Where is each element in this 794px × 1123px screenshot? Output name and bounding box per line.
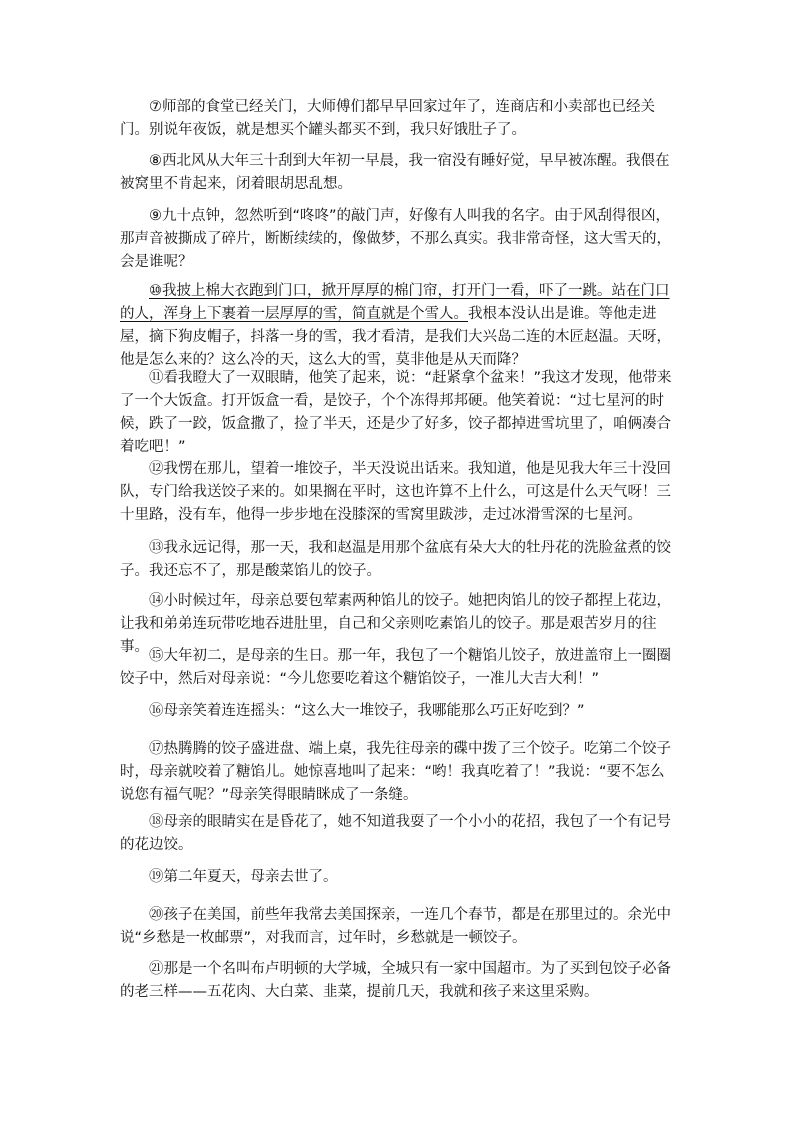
paragraph-8: ⑧西北风从大年三十刮到大年初一早晨，我一宿没有睡好觉，早早被冻醒。我偎在被窝里不肯起来，闭着眼胡思乱想。 — [120, 153, 670, 192]
paragraph-19: ⑲第二年夏天，母亲去世了。 — [149, 869, 338, 885]
paragraph-21: ㉑那是一个名叫布卢明顿的大学城，全城只有一家中国超市。为了买到包饺子必备的老三样——五花肉、大白菜、韭菜，提前几天，我就和孩子来这里采购。 — [120, 961, 671, 1000]
paragraph-7: ⑦师部的食堂已经关门，大师傅们都早早回家过年了，连商店和小卖部也已经关门。别说年夜饭，就是想买个罐头都买不到，我只好饿肚子了。 — [120, 99, 655, 138]
paragraph-15: ⑮大年初二，是母亲的生日。那一年，我包了一个糖馅儿饺子，放进盖帘上一圈圈饺子中，然后对母亲说：“今儿您要吃着这个糖馅饺子，一准儿大吉大利！” — [120, 648, 671, 687]
paragraph-10-rest: 我根本没认出是谁。等他走进屋，摘下狗皮帽子，抖落一身的雪，我才看清，是我们大兴岛二连的木匠赵温。天呀，他是怎么来的？这么冷的天，这么大的雪，莫非他是从天而降？ — [120, 306, 671, 368]
paragraph-12: ⑫我愣在那儿，望着一堆饺子，半天没说出话来。我知道，他是见我大年三十没回队，专门给我送饺子来的。如果搁在平时，这也许算不上什么，可这是什么天气呀！三十里路，没有车，他得一步步地在没膝深的雪窝里跋涉，走过冰滑雪深的七星河。 — [120, 461, 671, 523]
paragraph-14: ⑭小时候过年，母亲总要包荤素两种馅儿的饺子。她把肉馅儿的饺子都捏上花边，让我和弟弟连玩带吃地吞进肚里，自己和父亲则吃素馅儿的饺子。那是艰苦岁月的往事。 — [120, 593, 671, 655]
paragraph-18: ⑱母亲的眼睛实在是昏花了，她不知道我耍了一个小小的花招，我包了一个有记号的花边饺。 — [120, 814, 671, 853]
paragraph-9: ⑨九十点钟，忽然听到“咚咚”的敲门声，好像有人叫我的名字。由于风刮得很凶，那声音被撕成了碎片，断断续续的，像做梦，不那么真实。我非常奇怪，这大雪天的，会是谁呢？ — [120, 208, 671, 270]
paragraph-16: ⑯母亲笑着连连摇头：“这么大一堆饺子，我哪能那么巧正好吃到？” — [149, 703, 585, 719]
paragraph-17: ⑰热腾腾的饺子盛进盘、端上桌，我先往母亲的碟中拨了三个饺子。吃第二个饺子时，母亲就咬着了糖馅儿。她惊喜地叫了起来：“哟！我真吃着了！”我说：“要不怎么说您有福气呢？”母亲笑得眼睛眯成了一条缝。 — [120, 741, 671, 803]
paragraph-11: ⑪看我瞪大了一双眼睛，他笑了起来，说：“赶紧拿个盆来！”我这才发现，他带来了一个大饭盒。打开饭盒一看，是饺子，个个冻得邦邦硬。他笑着说：“过七星河的时候，跌了一跤，饭盒撒了，捡了半天，还是少了好多，饺子都掉进雪坑里了，咱俩凑合着吃吧！” — [120, 370, 672, 455]
underlined-passage: ⑩我披上棉大衣跑到门口，掀开厚厚的棉门帘，打开门一看，吓了一跳。站在门口的人，浑身上下裹着一层厚厚的雪，简直就是个雪人。 — [120, 283, 670, 322]
paragraph-20: ⑳孩子在美国，前些年我常去美国探亲，一连几个春节，都是在那里过的。余光中说“乡愁是一枚邮票”，对我而言，过年时，乡愁就是一顿饺子。 — [120, 907, 671, 946]
paragraph-10 — [120, 280, 676, 372]
paragraph-13: ⑬我永远记得，那一天，我和赵温是用那个盆底有朵大大的牡丹花的洗脸盆煮的饺子。我还忘不了，那是酸菜馅儿的饺子。 — [120, 540, 671, 579]
